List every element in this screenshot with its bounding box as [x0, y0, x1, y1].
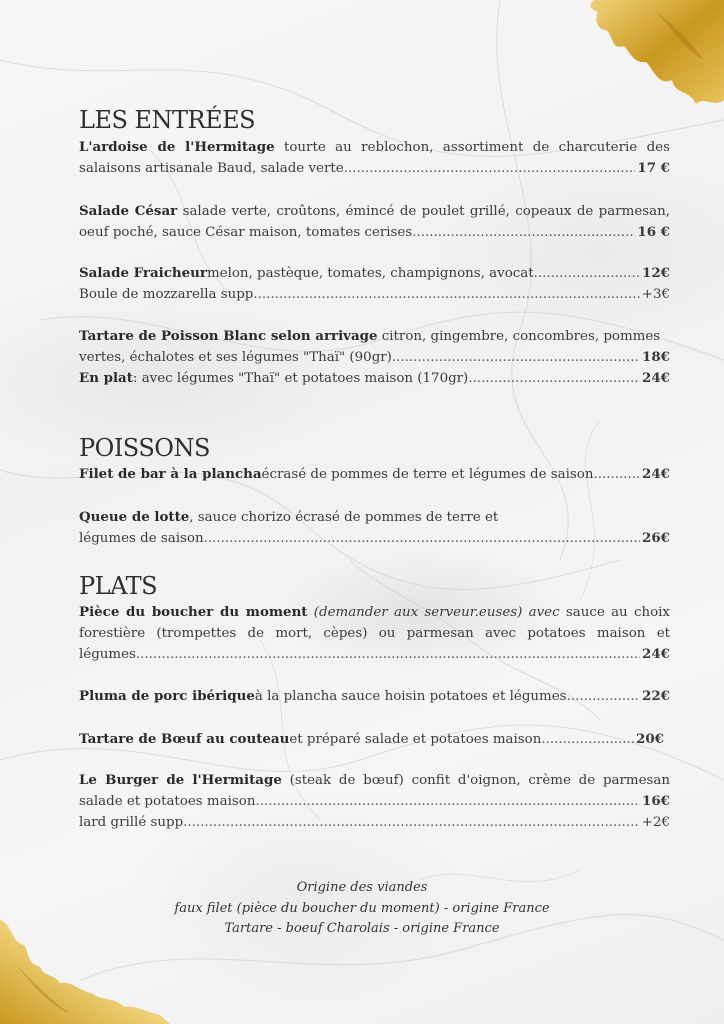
dot-leader	[534, 263, 640, 284]
item-description: (steak de bœuf) confit d'oignon, crème de parmesan	[281, 773, 670, 788]
item-description: sauce au choix	[559, 605, 670, 620]
item-price: 22€	[642, 688, 670, 704]
menu-item-salade-cesar	[79, 201, 670, 243]
section-title-plats: PLATS	[79, 572, 158, 600]
item-name: Tartare de Bœuf au couteau	[79, 731, 290, 747]
dot-leader	[412, 222, 635, 243]
section-title-entrees: LES ENTRÉES	[79, 106, 256, 134]
menu-item-burger	[79, 770, 670, 833]
dot-leader	[204, 528, 640, 549]
section-title-poissons: POISSONS	[79, 434, 210, 462]
dot-leader	[344, 158, 636, 179]
menu-item-pluma-porc	[79, 686, 670, 707]
item-description: à la plancha sauce hoisin potatoes et légumes	[254, 689, 567, 704]
item-description: citron, gingembre, concombres, pommes	[377, 329, 661, 344]
item-name: Salade Fraicheur	[79, 265, 207, 281]
dot-leader	[392, 347, 640, 368]
item-price: 24€	[642, 646, 670, 662]
footer-line: Origine des viandes	[296, 880, 428, 895]
item-extra: lard grillé supp	[79, 815, 184, 830]
dot-leader	[541, 729, 634, 750]
item-price: 18€	[642, 349, 670, 365]
item-name: Salade César	[79, 203, 178, 219]
menu-item-queue-lotte	[79, 507, 670, 549]
item-description: salade verte, croûtons, émincé de poulet grillé, copeaux de parmesan,	[177, 204, 670, 219]
item-description: salade et potatoes maison	[79, 794, 256, 809]
item-description: légumes de saison	[79, 531, 204, 546]
item-name: Queue de lotte	[79, 509, 190, 525]
item-variant-price: 24€	[642, 370, 670, 386]
menu-item-filet-bar	[79, 464, 670, 485]
footer-line: faux filet (pièce du boucher du moment) - origine France	[174, 900, 550, 916]
item-description: légumes	[79, 647, 136, 662]
item-description: vertes, échalotes et ses légumes "Thaï" (90gr)	[79, 350, 392, 365]
item-price: 24€	[642, 466, 670, 482]
item-price: 16€	[642, 793, 670, 809]
item-extra: Boule de mozzarella supp	[79, 287, 254, 302]
item-name: Pluma de porc ibérique	[79, 688, 255, 704]
dot-leader	[136, 644, 640, 665]
menu-item-tartare-boeuf	[79, 729, 664, 750]
item-description: et préparé salade et potatoes maison	[289, 732, 542, 747]
footer-line: Tartare - boeuf Charolais - origine France	[224, 921, 500, 936]
item-price: 17 €	[637, 160, 670, 176]
item-description: salaisons artisanale Baud, salade verte	[79, 161, 344, 176]
dot-leader	[183, 812, 640, 833]
item-name: Filet de bar à la plancha	[79, 466, 262, 482]
item-description: écrasé de pommes de terre et légumes de saison	[261, 467, 594, 482]
item-description: forestière (trompettes de mort, cèpes) ou parmesan avec potatoes maison et	[79, 626, 670, 641]
dot-leader	[567, 686, 640, 707]
item-description: oeuf poché, sauce César maison, tomates cerises	[79, 225, 413, 240]
meat-origin-footer	[0, 878, 724, 940]
item-extra-price: +3€	[641, 287, 670, 302]
dot-leader	[593, 464, 640, 485]
gold-leaf-decoration-top	[554, 0, 724, 110]
menu-item-salade-fraicheur	[79, 263, 670, 305]
item-extra-price: +2€	[641, 815, 670, 830]
menu-item-tartare-poisson	[79, 326, 670, 389]
dot-leader	[255, 791, 640, 812]
item-description: , sauce chorizo écrasé de pommes de terre et	[189, 510, 499, 525]
item-note: (demander aux serveur.euses) avec	[307, 605, 560, 620]
item-variant-label: En plat	[79, 370, 133, 386]
item-name: Tartare de Poisson Blanc selon arrivage	[79, 328, 378, 344]
item-description: melon, pastèque, tomates, champignons, avocat	[206, 266, 534, 281]
item-price: 26€	[642, 530, 670, 546]
item-price: 16 €	[637, 224, 670, 240]
menu-item-ardoise	[79, 137, 670, 179]
item-name: L'ardoise de l'Hermitage	[79, 139, 275, 155]
item-price: 20€	[636, 731, 664, 747]
item-description: tourte au reblochon, assortiment de charcuterie des	[274, 140, 670, 155]
dot-leader	[468, 368, 640, 389]
item-variant-description: : avec légumes "Thaï" et potatoes maison (170gr)	[132, 371, 469, 386]
item-price: 12€	[642, 265, 670, 281]
item-name: Pièce du boucher du moment	[79, 604, 308, 620]
menu-item-piece-boucher	[79, 602, 670, 665]
item-name: Le Burger de l'Hermitage	[79, 772, 282, 788]
dot-leader	[253, 284, 639, 305]
